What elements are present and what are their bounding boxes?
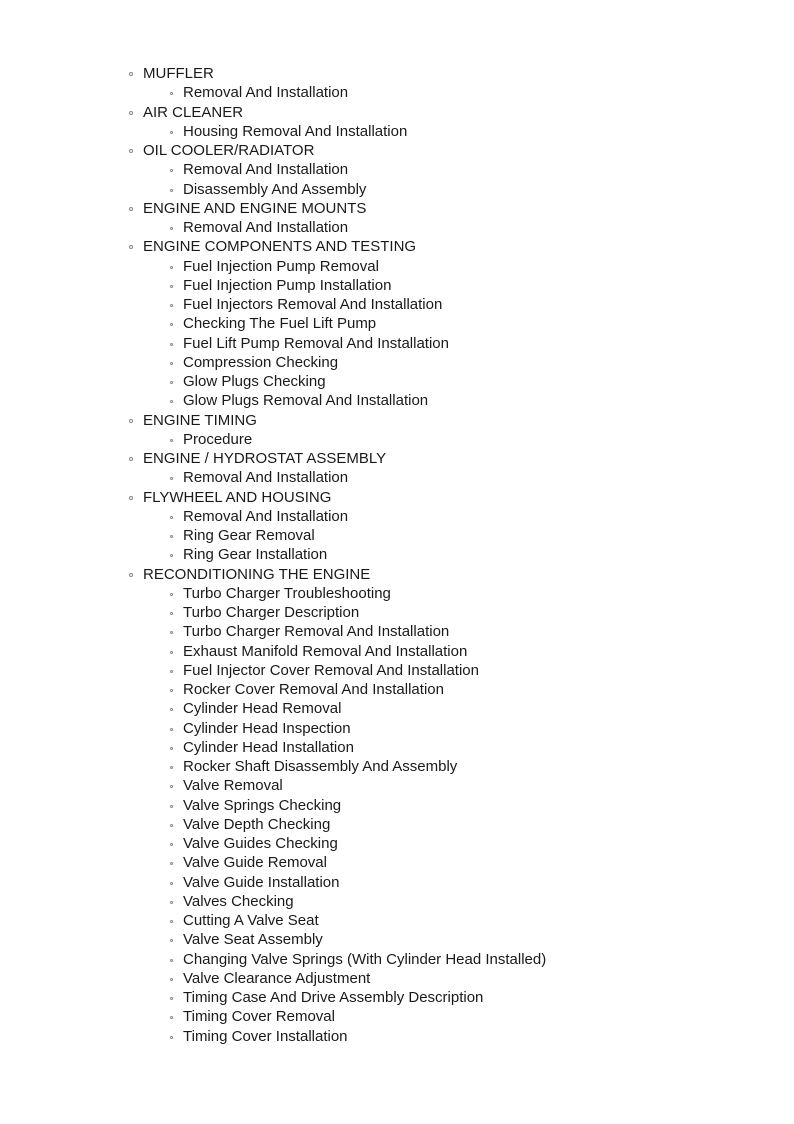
toc-section bbox=[127, 103, 546, 142]
toc-sublist bbox=[127, 507, 546, 565]
toc-section-row[interactable] bbox=[127, 565, 546, 584]
toc-subitem[interactable] bbox=[127, 1027, 546, 1046]
toc-subitem-label: Valve Springs Checking bbox=[183, 796, 342, 814]
toc-section-title: ENGINE AND ENGINE MOUNTS bbox=[143, 199, 367, 217]
toc-section bbox=[127, 449, 546, 488]
small-circle-bullet-icon bbox=[170, 400, 173, 403]
small-circle-bullet-icon bbox=[170, 1036, 173, 1039]
toc-subitem-label: Valve Clearance Adjustment bbox=[183, 969, 371, 987]
toc-subitem-label: Valve Seat Assembly bbox=[183, 931, 323, 949]
hollow-circle-bullet-icon bbox=[129, 207, 133, 211]
toc-section bbox=[127, 565, 546, 1046]
toc-subitem[interactable] bbox=[127, 276, 546, 295]
toc-subitem-label: Rocker Shaft Disassembly And Assembly bbox=[183, 758, 458, 775]
toc-subitem[interactable] bbox=[127, 661, 546, 680]
toc-subitem-label: Valve Removal bbox=[183, 777, 283, 795]
toc-subitem-label: Cylinder Head Installation bbox=[183, 738, 354, 756]
toc-subitem[interactable] bbox=[127, 873, 546, 892]
toc-subitem[interactable] bbox=[127, 430, 546, 449]
small-circle-bullet-icon bbox=[170, 1016, 173, 1019]
small-circle-bullet-icon bbox=[170, 439, 173, 442]
toc-subitem[interactable] bbox=[127, 545, 546, 564]
toc-section-row[interactable] bbox=[127, 449, 546, 468]
toc-subitem-label: Valve Guide Installation bbox=[183, 873, 340, 891]
toc-subitem-label: Fuel Injectors Removal And Installation bbox=[183, 296, 443, 313]
table-of-contents bbox=[127, 64, 546, 1046]
toc-sublist bbox=[127, 468, 546, 487]
toc-subitem-label: Removal And Installation bbox=[183, 469, 349, 487]
small-circle-bullet-icon bbox=[170, 651, 173, 654]
small-circle-bullet-icon bbox=[170, 805, 173, 808]
toc-sublist bbox=[127, 122, 546, 141]
small-circle-bullet-icon bbox=[170, 978, 173, 981]
toc-section bbox=[127, 237, 546, 410]
toc-subitem[interactable] bbox=[127, 180, 546, 199]
hollow-circle-bullet-icon bbox=[129, 245, 133, 249]
small-circle-bullet-icon bbox=[170, 785, 173, 788]
small-circle-bullet-icon bbox=[170, 901, 173, 904]
toc-section bbox=[127, 411, 546, 450]
toc-subitem[interactable] bbox=[127, 719, 546, 738]
small-circle-bullet-icon bbox=[170, 266, 173, 269]
toc-subitem[interactable] bbox=[127, 796, 546, 815]
toc-subitem[interactable] bbox=[127, 699, 546, 718]
toc-section-title: AIR CLEANER bbox=[143, 103, 244, 121]
toc-section-title: ENGINE / HYDROSTAT ASSEMBLY bbox=[143, 450, 387, 467]
toc-subitem[interactable] bbox=[127, 834, 546, 853]
toc-subitem-label: Cylinder Head Inspection bbox=[183, 719, 351, 737]
toc-subitem[interactable] bbox=[127, 988, 546, 1007]
toc-section-row[interactable] bbox=[127, 237, 546, 256]
small-circle-bullet-icon bbox=[170, 728, 173, 731]
hollow-circle-bullet-icon bbox=[129, 72, 133, 76]
small-circle-bullet-icon bbox=[170, 882, 173, 885]
hollow-circle-bullet-icon bbox=[129, 111, 133, 115]
toc-section-row[interactable] bbox=[127, 103, 546, 122]
toc-section-title: MUFFLER bbox=[143, 65, 214, 82]
toc-sublist bbox=[127, 160, 546, 199]
toc-subitem-label: Ring Gear Removal bbox=[183, 527, 315, 544]
small-circle-bullet-icon bbox=[170, 747, 173, 750]
small-circle-bullet-icon bbox=[170, 516, 173, 519]
toc-section-title: FLYWHEEL AND HOUSING bbox=[143, 488, 332, 506]
toc-subitem[interactable] bbox=[127, 83, 546, 102]
small-circle-bullet-icon bbox=[170, 689, 173, 692]
toc-section-title: OIL COOLER/RADIATOR bbox=[143, 142, 315, 159]
toc-subitem[interactable] bbox=[127, 950, 546, 969]
toc-section-row[interactable] bbox=[127, 199, 546, 218]
small-circle-bullet-icon bbox=[170, 323, 173, 326]
hollow-circle-bullet-icon bbox=[129, 457, 133, 461]
small-circle-bullet-icon bbox=[170, 477, 173, 480]
small-circle-bullet-icon bbox=[170, 227, 173, 230]
toc-subitem[interactable] bbox=[127, 622, 546, 641]
small-circle-bullet-icon bbox=[170, 554, 173, 557]
toc-subitem[interactable] bbox=[127, 642, 546, 661]
toc-subitem-label: Removal And Installation bbox=[183, 84, 349, 102]
toc-subitem[interactable] bbox=[127, 372, 546, 391]
small-circle-bullet-icon bbox=[170, 304, 173, 307]
small-circle-bullet-icon bbox=[170, 959, 173, 962]
toc-subitem[interactable] bbox=[127, 468, 546, 487]
small-circle-bullet-icon bbox=[170, 708, 173, 711]
hollow-circle-bullet-icon bbox=[129, 496, 133, 500]
small-circle-bullet-icon bbox=[170, 593, 173, 596]
toc-subitem[interactable] bbox=[127, 584, 546, 603]
toc-subitem-label: Valve Guides Checking bbox=[183, 835, 338, 852]
small-circle-bullet-icon bbox=[170, 92, 173, 95]
small-circle-bullet-icon bbox=[170, 362, 173, 365]
toc-subitem-label: Exhaust Manifold Removal And Installation bbox=[183, 642, 468, 660]
small-circle-bullet-icon bbox=[170, 169, 173, 172]
toc-subitem-label: Timing Cover Removal bbox=[183, 1008, 335, 1026]
toc-subitem[interactable] bbox=[127, 160, 546, 179]
toc-subitem-label: Housing Removal And Installation bbox=[183, 122, 408, 140]
toc-subitem-label: Timing Case And Drive Assembly Description bbox=[183, 989, 484, 1006]
toc-section-title: ENGINE TIMING bbox=[143, 411, 257, 429]
toc-sublist bbox=[127, 218, 546, 237]
toc-subitem-label: Turbo Charger Removal And Installation bbox=[183, 623, 450, 641]
toc-subitem-label: Valve Depth Checking bbox=[183, 815, 331, 833]
toc-subitem[interactable] bbox=[127, 757, 546, 776]
toc-subitem[interactable] bbox=[127, 391, 546, 410]
toc-subitem[interactable] bbox=[127, 122, 546, 141]
toc-subitem-label: Disassembly And Assembly bbox=[183, 180, 367, 198]
small-circle-bullet-icon bbox=[170, 862, 173, 865]
small-circle-bullet-icon bbox=[170, 766, 173, 769]
toc-subitem-label: Glow Plugs Checking bbox=[183, 373, 326, 390]
toc-section-row[interactable] bbox=[127, 64, 546, 83]
toc-subitem[interactable] bbox=[127, 334, 546, 353]
toc-section-row[interactable] bbox=[127, 141, 546, 160]
toc-subitem-label: Ring Gear Installation bbox=[183, 546, 328, 564]
toc-subitem-label: Cutting A Valve Seat bbox=[183, 912, 319, 929]
small-circle-bullet-icon bbox=[170, 824, 173, 827]
toc-subitem-label: Timing Cover Installation bbox=[183, 1027, 348, 1045]
toc-subitem-label: Removal And Installation bbox=[183, 161, 349, 179]
toc-subitem[interactable] bbox=[127, 507, 546, 526]
toc-section-row[interactable] bbox=[127, 411, 546, 430]
toc-section bbox=[127, 141, 546, 199]
small-circle-bullet-icon bbox=[170, 939, 173, 942]
small-circle-bullet-icon bbox=[170, 381, 173, 384]
toc-subitem[interactable] bbox=[127, 1007, 546, 1026]
toc-subitem-label: Valves Checking bbox=[183, 892, 294, 910]
toc-subitem[interactable] bbox=[127, 680, 546, 699]
toc-subitem[interactable] bbox=[127, 892, 546, 911]
toc-subitem[interactable] bbox=[127, 776, 546, 795]
hollow-circle-bullet-icon bbox=[129, 573, 133, 577]
toc-subitem-label: Checking The Fuel Lift Pump bbox=[183, 315, 377, 333]
toc-subitem[interactable] bbox=[127, 218, 546, 237]
toc-section bbox=[127, 199, 546, 238]
small-circle-bullet-icon bbox=[170, 843, 173, 846]
toc-subitem-label: Removal And Installation bbox=[183, 219, 349, 236]
toc-subitem-label: Cylinder Head Removal bbox=[183, 700, 342, 718]
toc-subitem-label: Fuel Injection Pump Installation bbox=[183, 276, 392, 294]
toc-subitem[interactable] bbox=[127, 526, 546, 545]
toc-subitem-label: Changing Valve Springs (With Cylinder Head Installed) bbox=[183, 950, 547, 968]
toc-subitem[interactable] bbox=[127, 257, 546, 276]
toc-subitem-label: Compression Checking bbox=[183, 353, 339, 371]
small-circle-bullet-icon bbox=[170, 631, 173, 634]
hollow-circle-bullet-icon bbox=[129, 149, 133, 153]
small-circle-bullet-icon bbox=[170, 612, 173, 615]
toc-sublist bbox=[127, 430, 546, 449]
toc-subitem-label: Turbo Charger Troubleshooting bbox=[183, 584, 391, 602]
toc-subitem[interactable] bbox=[127, 738, 546, 757]
toc-subitem[interactable] bbox=[127, 911, 546, 930]
toc-subitem[interactable] bbox=[127, 815, 546, 834]
small-circle-bullet-icon bbox=[170, 285, 173, 288]
toc-subitem[interactable] bbox=[127, 314, 546, 333]
toc-subitem-label: Fuel Injection Pump Removal bbox=[183, 257, 379, 275]
toc-subitem-label: Procedure bbox=[183, 430, 253, 448]
small-circle-bullet-icon bbox=[170, 131, 173, 134]
small-circle-bullet-icon bbox=[170, 670, 173, 673]
toc-subitem[interactable] bbox=[127, 603, 546, 622]
toc-subitem-label: Removal And Installation bbox=[183, 507, 349, 525]
hollow-circle-bullet-icon bbox=[129, 419, 133, 423]
toc-section bbox=[127, 488, 546, 565]
toc-subitem-label: Glow Plugs Removal And Installation bbox=[183, 392, 429, 410]
toc-subitem[interactable] bbox=[127, 353, 546, 372]
toc-sublist bbox=[127, 584, 546, 1046]
small-circle-bullet-icon bbox=[170, 535, 173, 538]
toc-subitem[interactable] bbox=[127, 853, 546, 872]
toc-subitem-label: Fuel Injector Cover Removal And Installation bbox=[183, 661, 479, 679]
toc-sublist bbox=[127, 83, 546, 102]
small-circle-bullet-icon bbox=[170, 920, 173, 923]
toc-subitem-label: Valve Guide Removal bbox=[183, 854, 327, 872]
toc-section-title: RECONDITIONING THE ENGINE bbox=[143, 565, 371, 583]
toc-section-row[interactable] bbox=[127, 488, 546, 507]
toc-section bbox=[127, 64, 546, 103]
toc-section-title: ENGINE COMPONENTS AND TESTING bbox=[143, 238, 417, 256]
toc-subitem-label: Rocker Cover Removal And Installation bbox=[183, 681, 444, 698]
toc-subitem[interactable] bbox=[127, 969, 546, 988]
small-circle-bullet-icon bbox=[170, 189, 173, 192]
toc-sublist bbox=[127, 257, 546, 411]
small-circle-bullet-icon bbox=[170, 343, 173, 346]
toc-subitem[interactable] bbox=[127, 295, 546, 314]
small-circle-bullet-icon bbox=[170, 997, 173, 1000]
toc-subitem-label: Fuel Lift Pump Removal And Installation bbox=[183, 334, 449, 352]
toc-subitem[interactable] bbox=[127, 930, 546, 949]
toc-subitem-label: Turbo Charger Description bbox=[183, 604, 360, 621]
